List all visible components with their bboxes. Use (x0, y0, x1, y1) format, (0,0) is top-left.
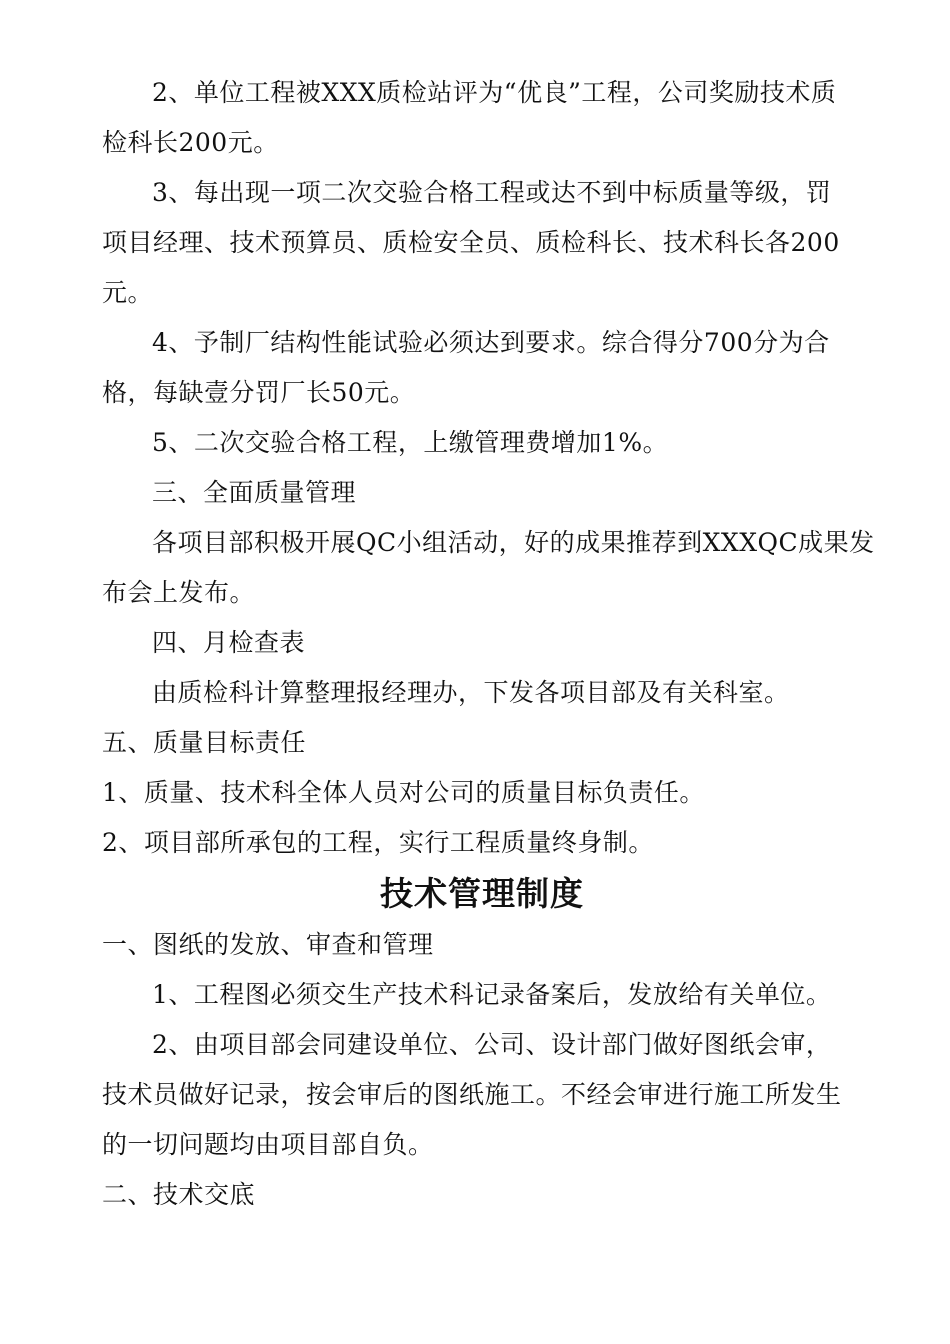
paragraph-line: 五、质量目标责任 (102, 728, 307, 757)
paragraph-line: 四、月检查表 (152, 628, 306, 657)
paragraph-line: 布会上发布。 (102, 578, 256, 607)
document-page (102, 68, 875, 1220)
paragraph-line: 各项目部积极开展QC小组活动，好的成果推荐到XXXQC成果发 (152, 528, 875, 557)
paragraph-line: 格，每缺壹分罚厂长50元。 (102, 378, 416, 407)
paragraph-line: 项目经理、技术预算员、质检安全员、质检科长、技术科长各200 (102, 228, 840, 257)
section-technical-management (102, 920, 862, 1220)
paragraph-line: 的一切问题均由项目部自负。 (102, 1130, 434, 1159)
paragraph-line: 4、予制厂结构性能试验必须达到要求。综合得分700分为合 (152, 328, 830, 357)
paragraph-line: 检科长200元。 (102, 128, 279, 157)
paragraph-line: 5、二次交验合格工程，上缴管理费增加1%。 (152, 428, 669, 457)
paragraph-line: 1、质量、技术科全体人员对公司的质量目标负责任。 (102, 778, 705, 807)
document-title: 技术管理制度 (380, 874, 584, 913)
paragraph-line: 1、工程图必须交生产技术科记录备案后，发放给有关单位。 (152, 980, 832, 1009)
paragraph-line: 3、每出现一项二次交验合格工程或达不到中标质量等级，罚 (152, 178, 832, 207)
paragraph-line: 2、由项目部会同建设单位、公司、设计部门做好图纸会审， (152, 1030, 832, 1059)
paragraph-line: 一、图纸的发放、审查和管理 (102, 930, 434, 959)
paragraph-line: 2、单位工程被XXX质检站评为“优良”工程，公司奖励技术质 (152, 78, 837, 107)
paragraph-line: 2、项目部所承包的工程，实行工程质量终身制。 (102, 828, 654, 857)
section-quality-rules (102, 68, 875, 868)
paragraph-line: 技术员做好记录，按会审后的图纸施工。不经会审进行施工所发生 (102, 1080, 842, 1109)
paragraph-line: 二、技术交底 (102, 1180, 256, 1209)
paragraph-line: 由质检科计算整理报经理办，下发各项目部及有关科室。 (152, 678, 790, 707)
paragraph-line: 三、全面质量管理 (152, 478, 357, 507)
paragraph-line: 元。 (102, 278, 154, 307)
